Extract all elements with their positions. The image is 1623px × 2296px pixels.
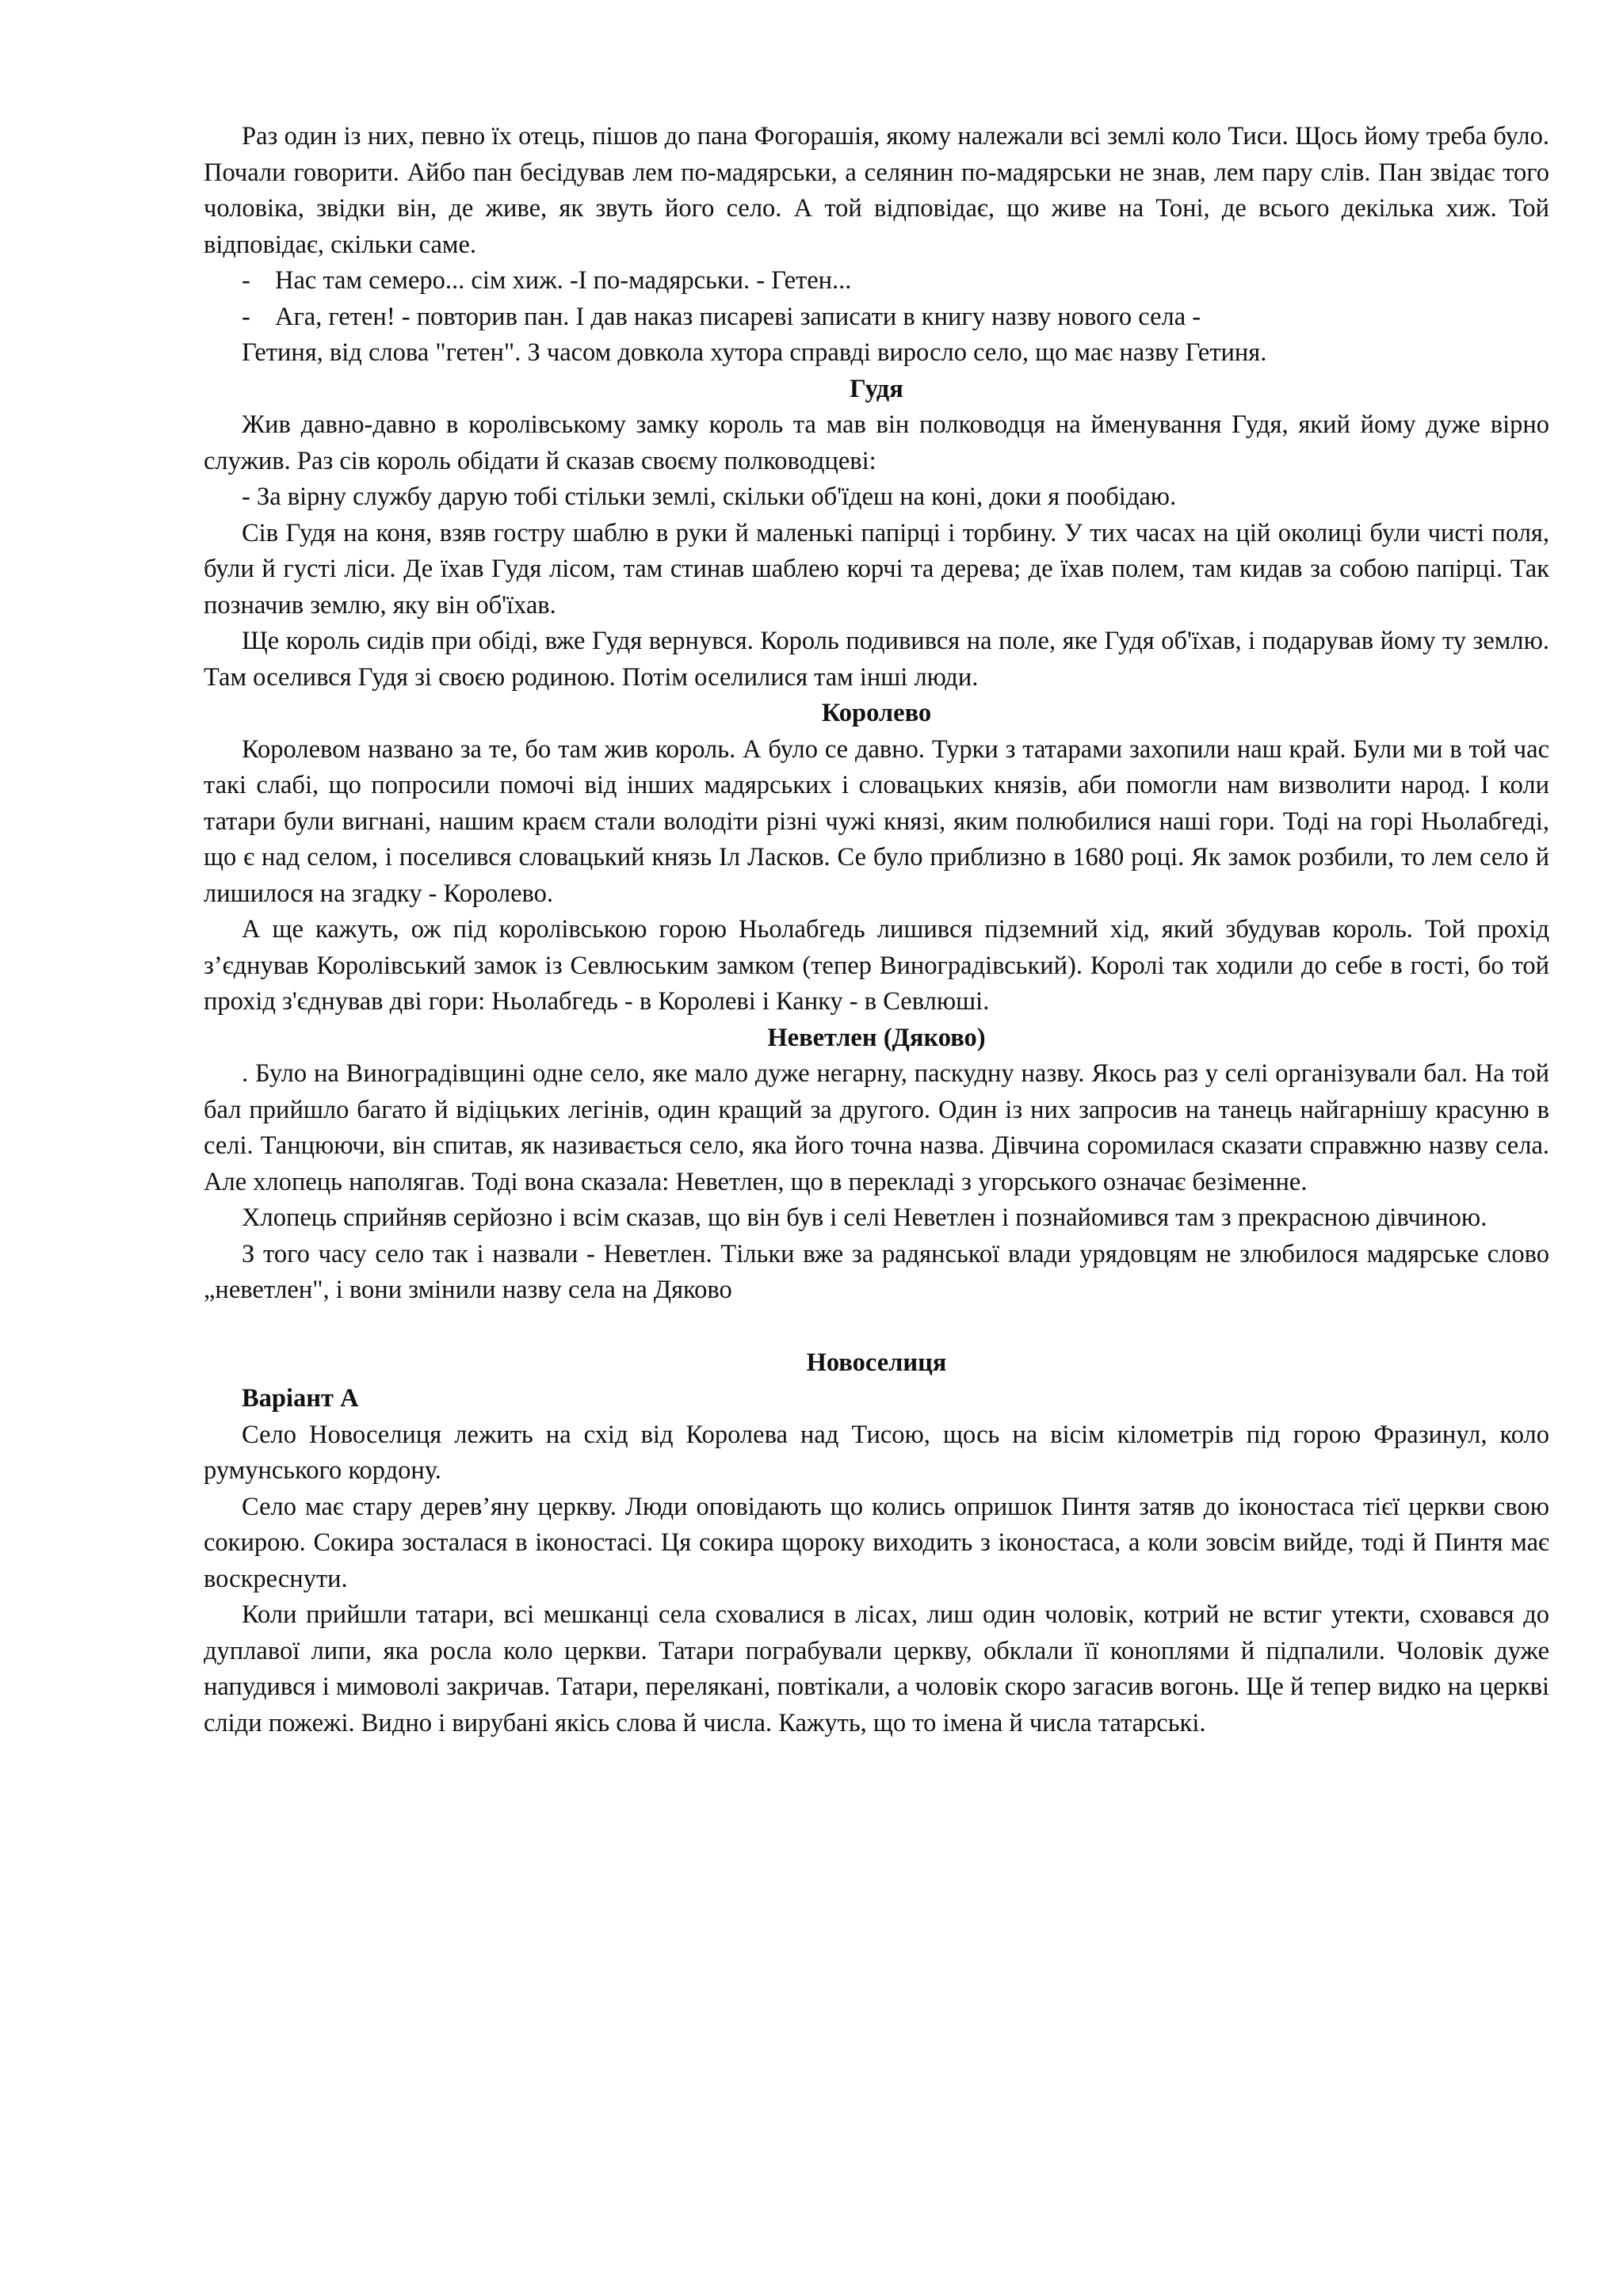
section-title-nevetlen: Неветлен (Дяково) — [767, 1023, 986, 1052]
dash-marker: - — [242, 302, 250, 331]
nevetlen-paragraph-1: . Було на Виноградівщині одне село, яке мало дуже негарну, паскудну назву. Якось раз у селі організували бал. На той бал прийшло багато й відіцьких легінів, один кращий за другого. Один із них запросив на танець найгарнішу красуню в селі. Танцюючи, він спитав, як називається село, яка його точна назва. Дівчина соромилася сказати справжню назву села. Але хлопець наполягав. Тоді вона сказала: Неветлен, що в перекладі з угорського означає безіменне. — [204, 1059, 1549, 1196]
novoselytsia-paragraph-2: Село має стару дерев’яну церкву. Люди оповідають що колись опришок Пинтя затяв до іконостаса тієї церкви свою сокирою. Сокира зосталася в іконостасі. Ця сокира щороку виходить з іконостаса, а коли зовсім вийде, тоді й Пинтя має воскреснути. — [204, 1492, 1549, 1593]
gudya-paragraph-1: Жив давно-давно в королівському замку король та мав він полководця на йменування Гудя, який йому дуже вірно служив. Раз сів король обідати й сказав своєму полководцеві: — [204, 410, 1549, 475]
gudya-paragraph-4: Ще король сидів при обіді, вже Гудя вернувся. Король подивився на поле, яке Гудя об'їхав, і подарував йому ту землю. Там оселився Гудя зі своєю родиною. Потім оселилися там інші люди. — [204, 627, 1549, 692]
gudya-paragraph-3: Сів Гудя на коня, взяв гостру шаблю в руки й маленькі папірці і торбину. У тих часах на цій околиці були чисті поля, були й густі ліси. Де їхав Гудя лісом, там стинав шаблею корчі та дерева; де їхав полем, там кидав за собою папірці. Так позначив землю, яку він об'їхав. — [204, 518, 1549, 620]
korolevo-paragraph-1: Королевом названо за те, бо там жив король. А було се давно. Турки з татарами захопили наш край. Були ми в той час такі слабі, що попросили помочі від інших мадярських і словацьких князів, аби помогли нам визволити народ. І коли татари були вигнані, нашим краєм стали володіти різні чужі князі, яким полюбилися наші гори. Тоді на горі Ньолабгеді, що є над селом, і поселився словацький князь Іл Ласков. Се було приблизно в 1680 році. Як замок розбили, то лем село й лишилося на згадку - Королево. — [204, 734, 1549, 908]
section-title-korolevo: Королево — [821, 699, 932, 727]
dialogue-line-1 — [204, 263, 1549, 299]
intro-paragraph-2: Гетиня, від слова "гетен". З часом довкола хутора справді виросло село, що має назву Гетиня. — [242, 338, 1267, 367]
nevetlen-paragraph-3: З того часу село так і назвали - Неветлен. Тільки вже за радянської влади урядовцям не злюбилося мадярське слово „неветлен", і вони змінили назву села на Дяково — [204, 1239, 1549, 1304]
dash-marker: - — [242, 266, 250, 295]
korolevo-paragraph-2: А ще кажуть, ож під королівською горою Ньолабгедь лишився підземний хід, який збудував король. Той прохід з’єднував Королівський замок із Севлюським замком (тепер Виноградівський). Королі так ходили до себе в гості, бо той прохід з'єднував дві гори: Ньолабгедь - в Королеві і Канку - в Севлюші. — [204, 915, 1549, 1016]
nevetlen-paragraph-2: Хлопець сприйняв серйозно і всім сказав, що він був і селі Неветлен і познайомився там з прекрасною дівчиною. — [242, 1203, 1487, 1232]
document-page — [204, 119, 1549, 1741]
section-title-novoselytsia: Новоселиця — [806, 1348, 947, 1377]
dialogue-line-1-text: Нас там семеро... сім хиж. -І по-мадярськи. - Гетен... — [275, 266, 852, 295]
dialogue-line-2 — [204, 299, 1549, 336]
variant-heading: Варіант А — [242, 1384, 359, 1413]
novoselytsia-paragraph-3: Коли прийшли татари, всі мешканці села сховалися в лісах, лиш один чоловік, котрий не встиг утекти, сховався до дуплавої липи, яка росла коло церкви. Татари пограбували церкву, обклали її коноплями й підпалили. Чоловік дуже напудився і мимоволі закричав. Татари, перелякані, повтікали, а чоловік скоро загасив вогонь. Ще й тепер видко на церкві сліди пожежі. Видно і вирубані якісь слова й числа. Кажуть, що то імена й числа татарські. — [204, 1600, 1549, 1737]
section-title-gudya: Гудя — [850, 374, 903, 403]
gudya-paragraph-2: - За вірну службу дарую тобі стільки землі, скільки об'їдеш на коні, доки я пообідаю. — [242, 482, 1177, 511]
novoselytsia-paragraph-1: Село Новоселиця лежить на схід від Королева над Тисою, щось на вісім кілометрів під горою Фразинул, коло румунського кордону. — [204, 1420, 1549, 1485]
dialogue-line-2-text: Ага, гетен! - повторив пан. І дав наказ писареві записати в книгу назву нового села - — [275, 302, 1201, 331]
intro-paragraph-1: Раз один із них, певно їх отець, пішов до пана Фогорашія, якому належали всі землі коло Тиси. Щось йому треба було. Почали говорити. Айбо пан бесідував лем по-мадярськи, а селянин по-мадярськи не знав, лем пару слів. Пан звідає того чоловіка, звідки він, де живе, як звуть його село. А той відповідає, що живе на Тоні, де всього декілька хиж. Той відповідає, скільки саме. — [204, 122, 1549, 259]
